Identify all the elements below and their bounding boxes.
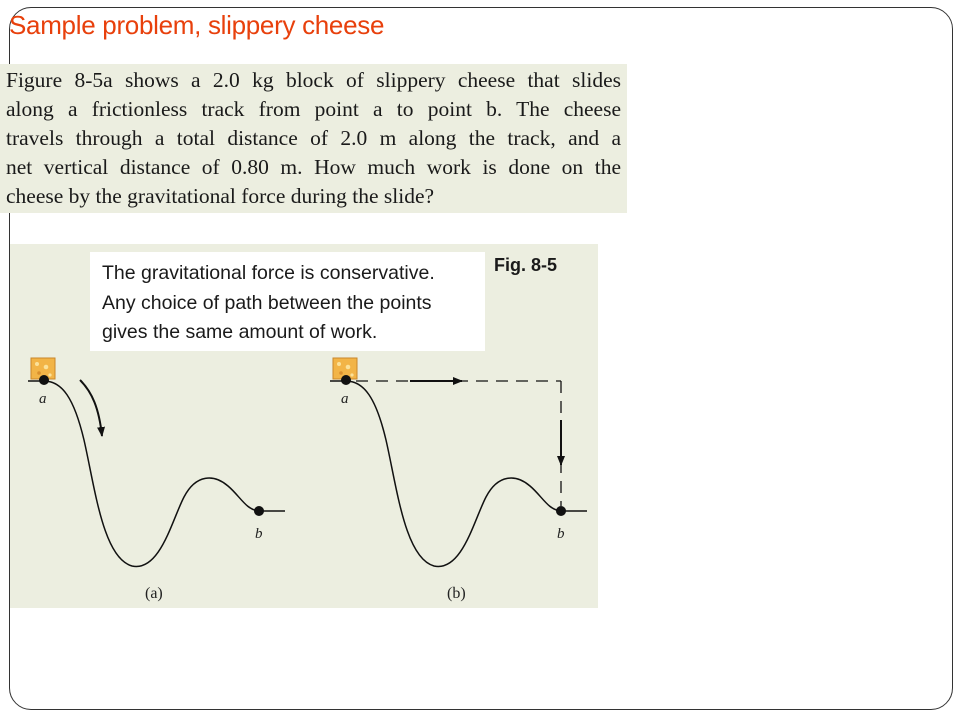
slide-title: Sample problem, slippery cheese bbox=[9, 10, 385, 40]
panel-b bbox=[330, 358, 587, 602]
point-b-dot bbox=[556, 506, 566, 516]
figure-label: Fig. 8-5 bbox=[494, 255, 558, 275]
problem-line: cheese by the gravitational force during the slide? bbox=[6, 184, 435, 208]
track-curve bbox=[44, 381, 285, 566]
panel-a-caption: (a) bbox=[145, 585, 163, 602]
point-a-label: a bbox=[341, 391, 349, 407]
track-curve bbox=[346, 381, 587, 566]
callout-line: Any choice of path between the points bbox=[102, 291, 432, 314]
problem-line: Figure 8-5a shows a 2.0 kg block of slippery cheese that slides bbox=[6, 68, 621, 92]
panel-b-caption: (b) bbox=[447, 585, 466, 602]
panel-a bbox=[28, 358, 285, 602]
callout-line: The gravitational force is conservative. bbox=[102, 262, 435, 284]
slide-direction-arrow bbox=[80, 380, 102, 436]
point-a-dot bbox=[39, 375, 49, 385]
problem-line: along a frictionless track from point a to point b. The cheese bbox=[6, 97, 621, 121]
point-a-label: a bbox=[39, 391, 47, 407]
point-b-label: b bbox=[255, 526, 263, 542]
point-b-label: b bbox=[557, 526, 565, 542]
problem-line: travels through a total distance of 2.0 m along the track, and a bbox=[6, 126, 621, 150]
callout-line: gives the same amount of work. bbox=[102, 321, 378, 343]
problem-line: net vertical distance of 0.80 m. How much work is done on the bbox=[6, 155, 621, 179]
point-b-dot bbox=[254, 506, 264, 516]
point-a-dot bbox=[341, 375, 351, 385]
